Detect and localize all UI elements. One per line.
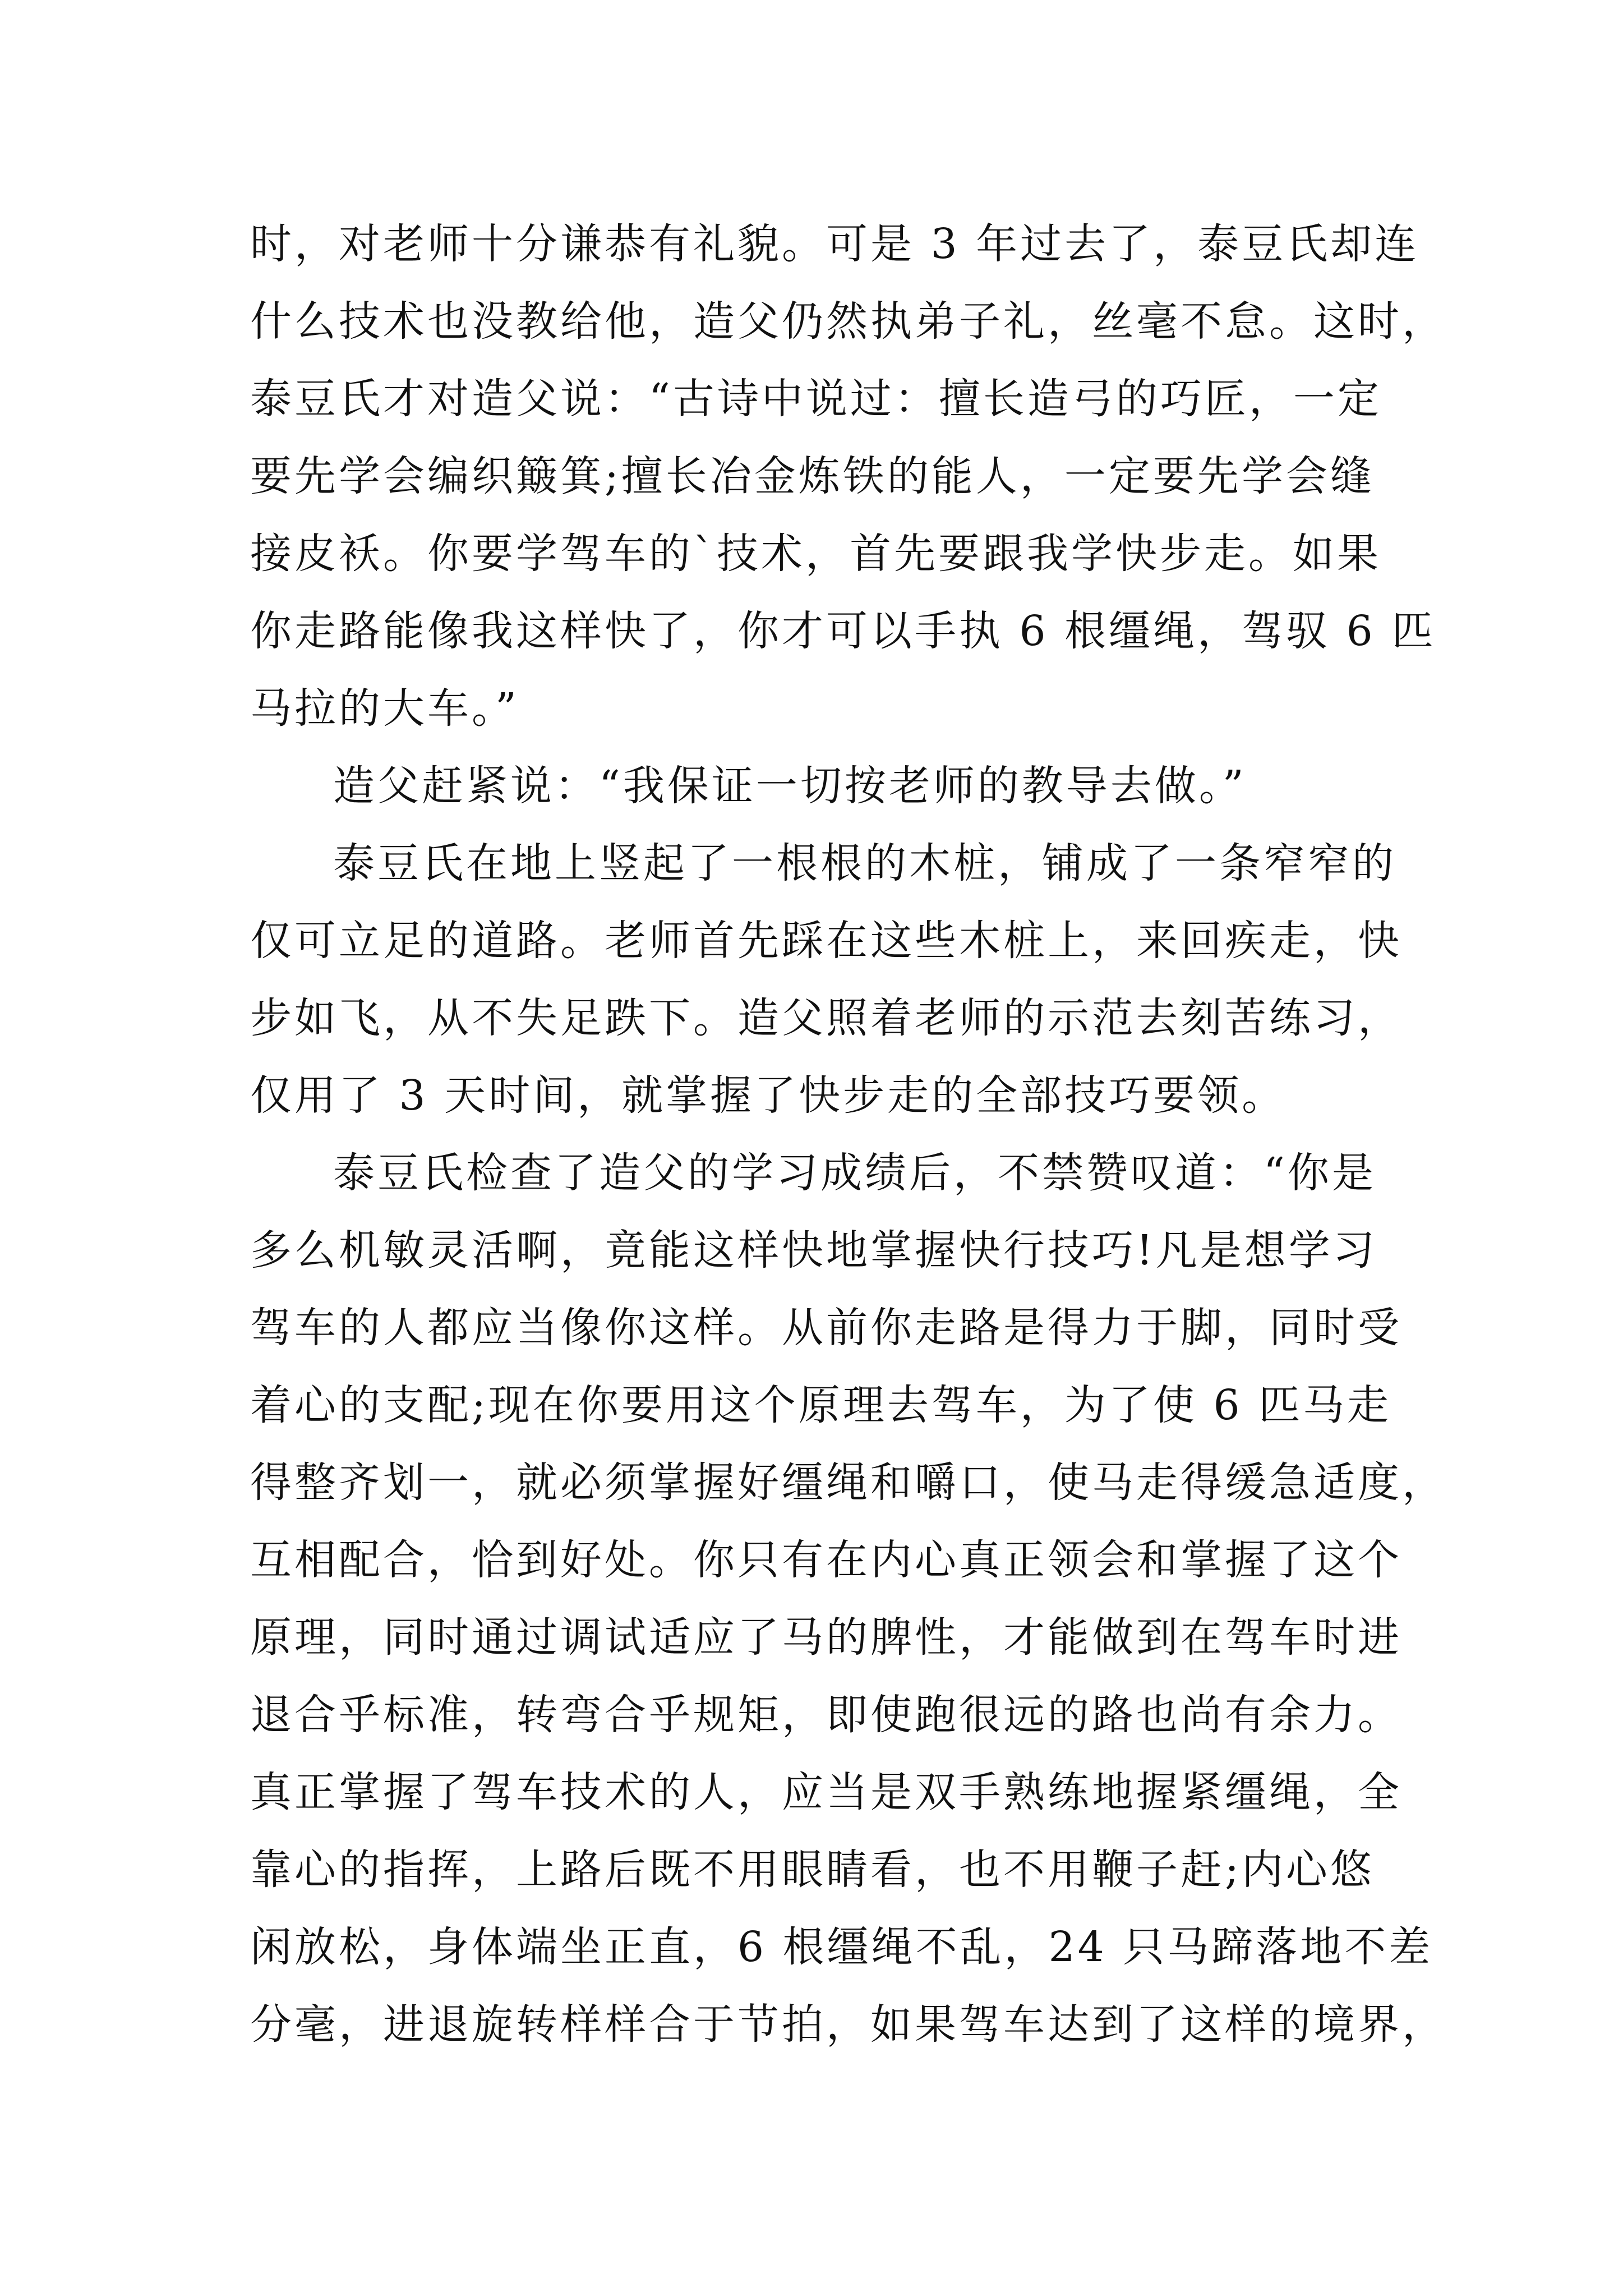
paragraph-3 bbox=[250, 825, 1402, 1134]
text-line: 分毫，进退旋转样样合于节拍，如果驾车达到了这样的境界， bbox=[250, 2000, 1446, 2049]
text-line: 马拉的大车。” bbox=[250, 684, 519, 733]
paragraph-1 bbox=[250, 205, 1446, 747]
text-line: 你走路能像我这样快了，你才可以手执 6 根缰绳，驾驭 6 匹 bbox=[250, 607, 1436, 655]
text-line: 驾车的人都应当像你这样。从前你走路是得力于脚，同时受 bbox=[250, 1304, 1402, 1352]
text-line: 着心的支配;现在你要用这个原理去驾车，为了使 6 匹马走 bbox=[250, 1381, 1392, 1429]
text-line: 要先学会编织簸箕;擅长冶金炼铁的能人，一定要先学会缝 bbox=[250, 452, 1375, 500]
text-line: 泰豆氏在地上竖起了一根根的木桩，铺成了一条窄窄的 bbox=[333, 839, 1396, 887]
paragraph-4 bbox=[250, 1134, 1446, 2063]
text-line: 仅可立足的道路。老师首先踩在这些木桩上，来回疾走，快 bbox=[250, 917, 1402, 965]
text-line: 原理，同时通过调试适应了马的脾性，才能做到在驾车时进 bbox=[250, 1613, 1402, 1662]
text-line: 真正掌握了驾车技术的人，应当是双手熟练地握紧缰绳，全 bbox=[250, 1768, 1402, 1816]
body-text bbox=[250, 205, 1446, 2063]
text-line: 得整齐划一，就必须掌握好缰绳和嚼口，使马走得缓急适度， bbox=[250, 1458, 1446, 1507]
paragraph-2 bbox=[250, 747, 1394, 825]
text-line: 泰豆氏才对造父说：“古诗中说过：擅长造弓的巧匠，一定 bbox=[250, 375, 1382, 423]
text-line: 时，对老师十分谦恭有礼貌。可是 3 年过去了，泰豆氏却连 bbox=[250, 220, 1419, 268]
text-line: 闲放松，身体端坐正直，6 根缰绳不乱，24 只马蹄落地不差 bbox=[250, 1923, 1433, 1971]
text-line: 什么技术也没教给他，造父仍然执弟子礼，丝毫不怠。这时， bbox=[250, 297, 1446, 346]
text-line: 仅用了 3 天时间，就掌握了快步走的全部技巧要领。 bbox=[250, 1071, 1287, 1120]
text-line: 接皮袄。你要学驾车的`技术，首先要跟我学快步走。如果 bbox=[250, 530, 1381, 578]
text-line: 靠心的指挥，上路后既不用眼睛看，也不用鞭子赶;内心悠 bbox=[250, 1846, 1375, 1894]
text-line: 造父赶紧说：“我保证一切按老师的教导去做。” bbox=[333, 762, 1247, 810]
text-line: 泰豆氏检查了造父的学习成绩后，不禁赞叹道：“你是 bbox=[333, 1149, 1376, 1197]
text-line: 退合乎标准，转弯合乎规矩，即使跑很远的路也尚有余力。 bbox=[250, 1691, 1402, 1739]
text-line: 步如飞，从不失足跌下。造父照着老师的示范去刻苦练习， bbox=[250, 994, 1402, 1042]
text-line: 互相配合，恰到好处。你只有在内心真正领会和掌握了这个 bbox=[250, 1536, 1402, 1584]
text-line: 多么机敏灵活啊，竟能这样快地掌握快行技巧!凡是想学习 bbox=[250, 1226, 1377, 1274]
